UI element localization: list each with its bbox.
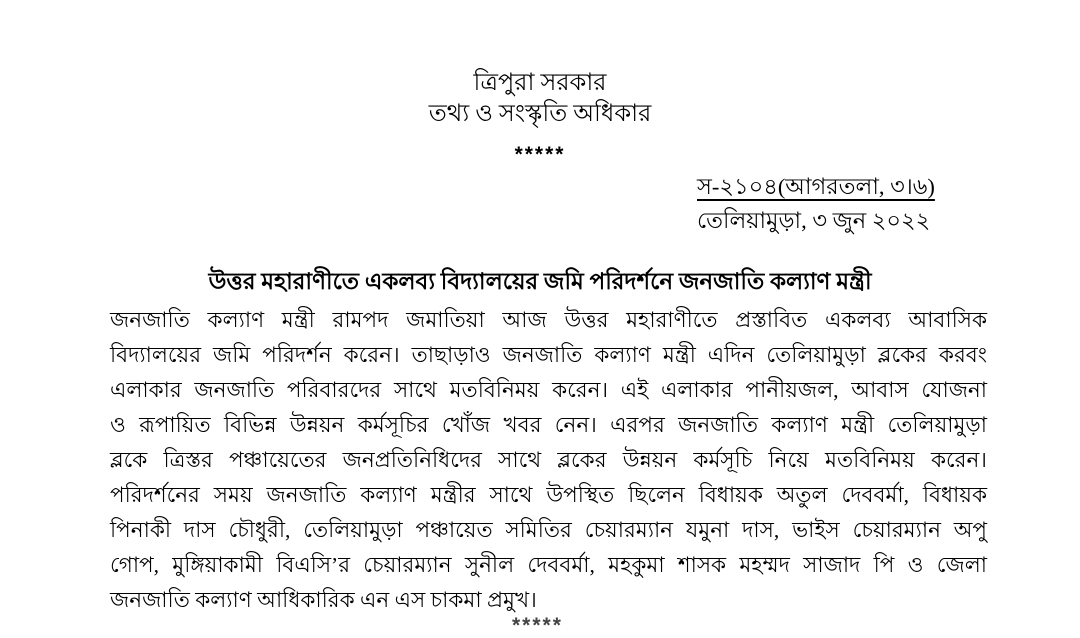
body-line: জনজাতি কল্যাণ মন্ত্রী রামপদ জমাতিয়া আজ উত্তর মহারাণীতে প্রস্তাবিত একলব্য আবাসিক	[110, 308, 987, 332]
body-line: পিনাকী দাস চৌধুরী, তেলিয়ামুড়া পঞ্চায়েত সমিতির চেয়ারম্যান যমুনা দাস, ভাইস চেয়ারম্যান অপু	[110, 518, 987, 542]
separator-stars-bottom: *****	[512, 614, 563, 637]
reference-number: স-২১০৪(আগরতলা, ৩।৬)	[697, 174, 935, 199]
document-header	[0, 68, 1080, 167]
headline: উত্তর মহারাণীতে একলব্য বিদ্যালয়ের জমি পরিদর্শনে জনজাতি কল্যাণ মন্ত্রী	[208, 269, 872, 294]
body-line: ও রূপায়িত বিভিন্ন উন্নয়ন কর্মসূচির খোঁজ খবর নেন। এরপর জনজাতি কল্যাণ মন্ত্রী তেলিয়ামুড়া	[110, 413, 987, 437]
body-line: পরিদর্শনের সময় জনজাতি কল্যাণ মন্ত্রীর সাথে উপস্থিত ছিলেন বিধায়ক অতুল দেববর্মা, বিধায়ক	[110, 483, 987, 507]
body-line: বিদ্যালয়ের জমি পরিদর্শন করেন। তাছাড়াও জনজাতি কল্যাণ মন্ত্রী এদিন তেলিয়ামুড়া ব্লকের করবং	[110, 343, 987, 367]
separator-stars-top: *****	[514, 143, 566, 166]
reference-block	[697, 170, 935, 238]
body-line: এলাকার জনজাতি পরিবারদের সাথে মতবিনিময় করেন। এই এলাকার পানীয়জল, আবাস যোজনা	[110, 378, 987, 402]
dateline: তেলিয়ামুড়া, ৩ জুন ২০২২	[697, 208, 931, 233]
body-line: জনজাতি কল্যাণ আধিকারিক এন এস চাকমা প্রমুখ।	[110, 588, 537, 612]
body-line: গোপ, মুঙ্গিয়াকামী বিএসি’র চেয়ারম্যান সুনীল দেববর্মা, মহকুমা শাসক মহম্মদ সাজাদ পি ও জেলা	[110, 553, 987, 577]
department-name: তথ্য ও সংস্কৃতি অধিকার	[428, 101, 652, 127]
body-paragraph	[110, 303, 987, 618]
body-line: ব্লকে ত্রিস্তর পঞ্চায়েতের জনপ্রতিনিধিদের সাথে ব্লকের উন্নয়ন কর্মসূচি নিয়ে মতবিনিময় করেন।	[110, 448, 987, 472]
government-name: ত্রিপুরা সরকার	[473, 70, 607, 96]
